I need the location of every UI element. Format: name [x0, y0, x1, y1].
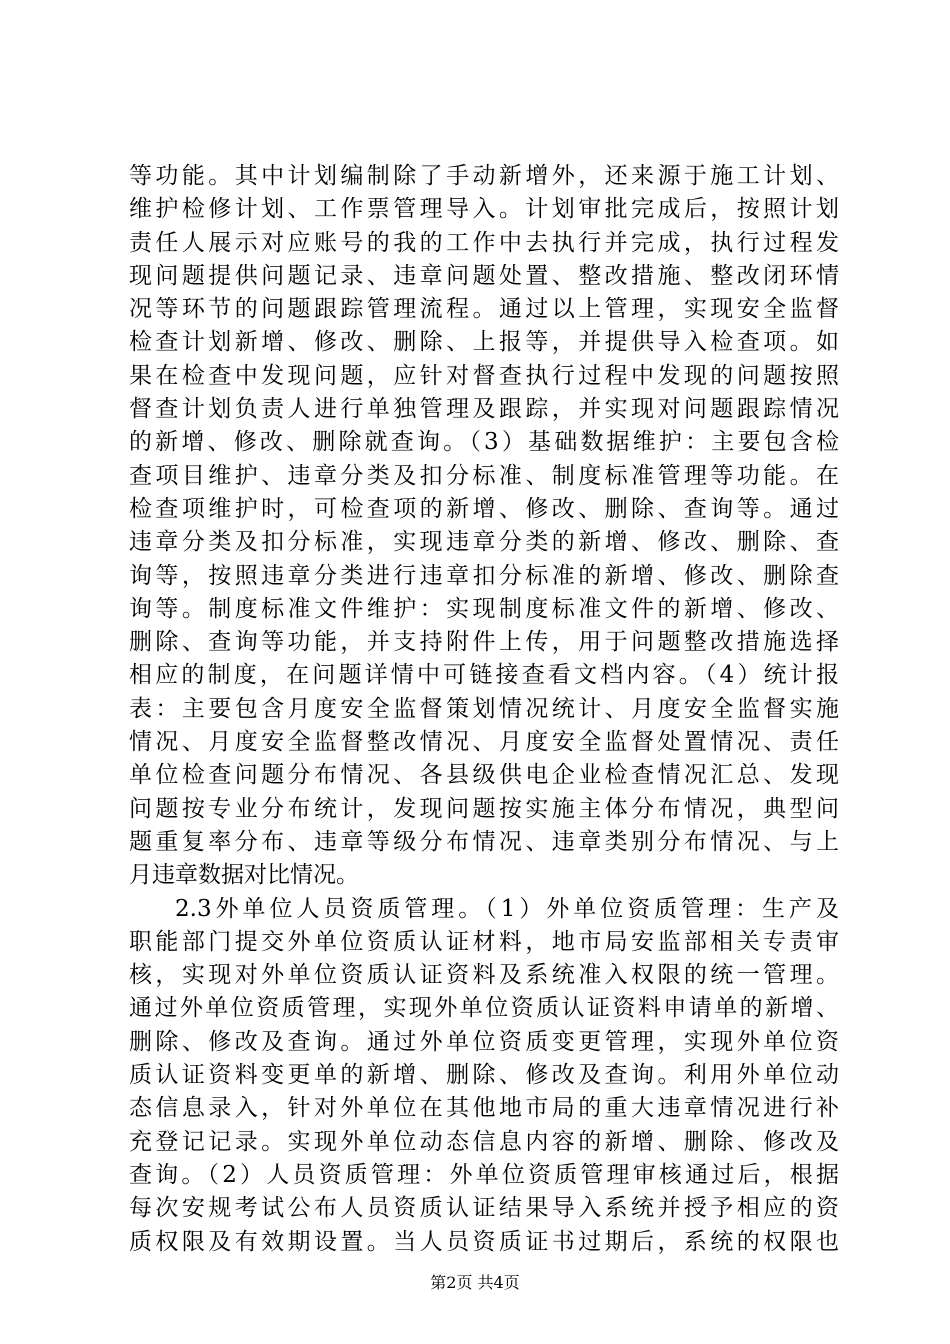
text-line: 核，实现对外单位资质认证资料及系统准入权限的统一管理。 — [129, 962, 839, 989]
page-number-footer: 第2页 共4页 — [430, 1273, 520, 1292]
text-line: 质权限及有效期设置。当人员资质证书过期后，系统的权限也 — [129, 1228, 839, 1255]
paragraph-end-line: 月违章数据对比情况。 — [129, 862, 359, 889]
text-line: 检查项维护时，可检查项的新增、修改、删除、查询等。通过 — [129, 495, 839, 522]
text-line: 况等环节的问题跟踪管理流程。通过以上管理，实现安全监督 — [129, 296, 839, 323]
text-line: 每次安规考试公布人员资质认证结果导入系统并授予相应的资 — [129, 1195, 839, 1222]
text-line: 查询。（2）人员资质管理：外单位资质管理审核通过后，根据 — [129, 1161, 839, 1188]
text-line: 督查计划负责人进行单独管理及跟踪，并实现对问题跟踪情况 — [129, 396, 839, 423]
text-line: 职能部门提交外单位资质认证材料，地市局安监部相关专责审 — [129, 928, 839, 955]
section-heading-line: 2.3外单位人员资质管理。（1）外单位资质管理：生产及 — [175, 895, 839, 922]
text-line: 违章分类及扣分标准，实现违章分类的新增、修改、删除、查 — [129, 529, 839, 556]
text-line: 责任人展示对应账号的我的工作中去执行并完成，执行过程发 — [129, 229, 839, 256]
text-line: 通过外单位资质管理，实现外单位资质认证资料申请单的新增、 — [129, 995, 839, 1022]
text-line: 题重复率分布、违章等级分布情况、违章类别分布情况、与上 — [129, 828, 839, 855]
text-line: 删除、查询等功能，并支持附件上传，用于问题整改措施选择 — [129, 629, 839, 656]
text-line: 单位检查问题分布情况、各县级供电企业检查情况汇总、发现 — [129, 762, 839, 789]
text-line: 现问题提供问题记录、违章问题处置、整改措施、整改闭环情 — [129, 262, 839, 289]
text-line: 情况、月度安全监督整改情况、月度安全监督处置情况、责任 — [129, 729, 839, 756]
text-line: 问题按专业分布统计，发现问题按实施主体分布情况，典型问 — [129, 795, 839, 822]
text-line: 删除、修改及查询。通过外单位资质变更管理，实现外单位资 — [129, 1028, 839, 1055]
text-line: 等功能。其中计划编制除了手动新增外，还来源于施工计划、 — [129, 163, 839, 189]
text-line: 充登记记录。实现外单位动态信息内容的新增、删除、修改及 — [129, 1128, 839, 1155]
text-line: 的新增、修改、删除就查询。（3）基础数据维护：主要包含检 — [129, 429, 839, 456]
text-line: 态信息录入，针对外单位在其他地市局的重大违章情况进行补 — [129, 1095, 839, 1122]
text-line: 维护检修计划、工作票管理导入。计划审批完成后，按照计划 — [129, 196, 839, 223]
text-line: 询等，按照违章分类进行违章扣分标准的新增、修改、删除查 — [129, 562, 839, 589]
text-line: 查项目维护、违章分类及扣分标准、制度标准管理等功能。在 — [129, 462, 839, 489]
text-line: 质认证资料变更单的新增、删除、修改及查询。利用外单位动 — [129, 1062, 839, 1089]
text-line: 果在检查中发现问题，应针对督查执行过程中发现的问题按照 — [129, 362, 839, 389]
text-line: 相应的制度，在问题详情中可链接查看文档内容。（4）统计报 — [129, 662, 839, 689]
body-text — [129, 160, 839, 1259]
text-line: 询等。制度标准文件维护：实现制度标准文件的新增、修改、 — [129, 595, 839, 622]
text-line: 检查计划新增、修改、删除、上报等，并提供导入检查项。如 — [129, 329, 839, 356]
text-line: 表：主要包含月度安全监督策划情况统计、月度安全监督实施 — [129, 695, 839, 722]
